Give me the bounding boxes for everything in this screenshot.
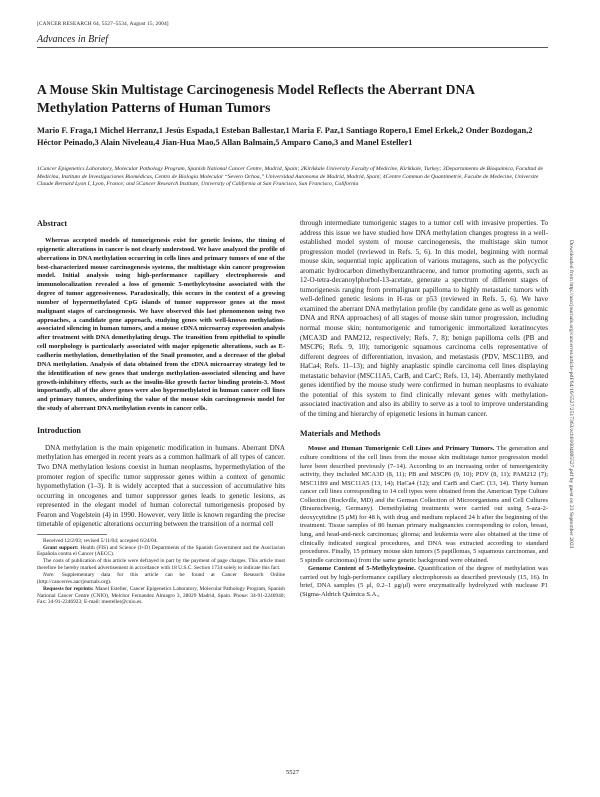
abstract-heading: Abstract: [37, 219, 68, 228]
footnote-costs: The costs of publication of this article were defrayed in part by the payment of page charges. This article must therefore be hereby marked advertisement in accordance with 18 U.S.C. Section 1734 solely to indicate this fact.: [37, 558, 285, 572]
grant-text: Health (FIS) and Science (I+D) Departments of the Spanish Government and the Asociacion Española contra el Cancer (AECC).: [37, 544, 285, 558]
methods-paragraph-2: [300, 565, 548, 599]
reprint-label: Requests for reprints:: [43, 585, 94, 592]
methods-text-1: The generation and culture conditions of the cell lines from the mouse skin multistage tumor progression model have been described previously (7–14). According to an increasing order of tumorigenicity activity, they included MCA3D (8, 11); PB and MSCP6 (9, 10); PDV (8, 11); PAM212 (7); MSC11B9 and MSC11A5 (13, 14); HaCa4 (12); and CarB and CarC (13, 14). Thirty human cancer cell lines corresponding to 14 cell types were obtained from the American Type Culture Collection (Rockville, MD) and the German Collection of Microorganisms and Cell Cultures (Braunschweig, Germany). Demethylating treatments were carried out using 5-aza-2-deoxycytidine (5 μM) for 48 h, with drug and medium replaced 24 h after the beginning of the treatment. Tissue samples of 86 human primary malignancies corresponding to colon, breast, lung, and head-and-neck carcinomas; glioma; and leukemia were also obtained at the time of clinically indicated surgical procedures, and DNA was extracted according to standard procedures. Finally, 15 primary mouse skin tumors (5 papillomas, 5 squamous carcinomas, and 5 spindle carcinomas) from the same genetic background were obtained.: [300, 445, 548, 564]
grant-label: Grant support:: [43, 544, 79, 551]
methods-subheading-2: Genome Content of 5-Methylcytosine.: [308, 565, 416, 573]
note-label: Note:: [43, 572, 55, 579]
article-title: A Mouse Skin Multistage Carcinogenesis Model Reflects the Aberrant DNA Methylation Patterns of Human Tumors: [37, 82, 475, 115]
author-list: Mario F. Fraga,1 Michel Herranz,1 Jesús Espada,1 Esteban Ballestar,1 Maria F. Paz,1 Santiago Ropero,1 Emel Erkek,2 Onder Bozdogan,2 Héctor Peinado,3 Alain Niveleau,4 Jian-Hua Mao,5 Allan Balmain,5 Amparo Cano,3 and Manel Esteller1: [37, 126, 533, 148]
footnote-note: [37, 572, 285, 586]
left-column: [37, 219, 285, 606]
introduction-continued: through intermediate tumorigenic stages to a tumor cell with invasive properties. To address this issue we have studied how DNA methylation changes progress in a well-established model system of mouse carcinogenesis, the multistage skin tumor progression model (reviewed in Refs. 5, 6). In this model, beginning with normal mouse skin, sequential topic application of various mutagens, such as the polycyclic aromatic hydrocarbon dimethylbenzanthracene, and tumor promoting agents, such as 12-O-tetra-decanoylphorbol-13-acetate, generate a spectrum of different stages of tumorigenesis ranging from premalignant papilloma to highly metastatic tumors with well-defined genetic lesions in H-ras or p53 (reviewed in Refs. 5, 6). We have examined the aberrant DNA methylation profile (by candidate gene as well as genomic DNA and RNA approaches) of all stages of mouse skin tumor progression, including normal mouse skin; nontumorigenic and tumorigenic immortalized keratinocytes (MCA3D and PAM212, respectively; Refs. 7, 8); benign papilloma cells (PB and MSCP6; Refs. 9, 10); tumorigenic squamous carcinoma cells representative of different degrees of differentiation, invasion, and metastasis (PDV, MSC11B9, and HaCa4; Refs. 11–13); and highly anaplastic spindle carcinoma cell lines displaying metastatic behavior (MSC11A5, CarB, and CarC; Refs. 13, 14). Aberrantly methylated genes identified by the mouse study were confirmed in human neoplasms to evaluate the potential of this system to find clinically relevant genes with methylation-associated inactivation and also its ability to serve as a tool to improve understanding of the timing and hierarchy of epigenetic lesions in human cancer.: [300, 219, 548, 418]
methods-paragraph-1: [300, 445, 548, 565]
abstract-text: Whereas accepted models of tumorigenesis exist for genetic lesions, the timing of epigenetic alterations in cancer is not clearly understood. We have analyzed the profile of aberrations in DNA methylation occurring in cells lines and primary tumors of one of the best-characterized mouse carcinogenesis systems, the multistage skin cancer progression model. Initial analysis using high-performance capillary electrophoresis and immunolocalization revealed a loss of genomic 5-methylcytosine associated with the degree of tumor aggressiveness. Paradoxically, this occurs in the context of a growing number of hypermethylated CpG islands of tumor suppressor genes at the most malignant stages of carcinogenesis. We have observed this last phenomenon using two approaches, a candidate gene approach, studying genes with well-known methylation-associated silencing in human tumors, and a mouse cDNA microarray expression analysis after treatment with DNA demethylating drugs. The transition from epithelial to spindle cell morphology is particularly associated with major epigenetic alterations, such as E-cadherin methylation, demethylation of the Snail promoter, and a decrease of the global DNA methylation. Analysis of data obtained from the cDNA microarray strategy led to the identification of new genes that undergo methylation-associated silencing and have growth-inhibitory effects, such as the insulin-like growth factor binding protein-3. Most importantly, all of the above genes were also hypermethylated in human cancer cell lines and primary tumors, underlining the value of the mouse skin carcinogenesis model for the study of aberrant DNA methylation events in cancer cells.: [37, 237, 285, 413]
methods-subheading-1: Mouse and Human Tumorigenic Cell Lines and Primary Tumors.: [308, 445, 495, 453]
affiliations: 1Cancer Epigenetics Laboratory, Molecular Pathology Program, Spanish National Cancer Centre, Madrid, Spain; 2Kirikkale University Faculty of Medicine, Kirikkale, Turkey; 3Departamento de Bioquímica, Facultad de Medicina, Instituto de Investigaciones Biomédicas, Centro de Biología Molecular “Severo Ochoa,” Universidad Autonoma de Madrid, Madrid, Spain; 4Centre Commun de Quantimetrie, Faculte de Medecine, Universite Claude Bernard Lyon I, Lyon, France; and 5Cancer Research Institute, University of California at San Francisco, San Francisco, California: [37, 166, 543, 188]
footnote-received: Received 12/2/03; revised 5/11/04; accepted 6/24/04.: [43, 537, 158, 544]
section-label: Advances in Brief: [37, 34, 109, 45]
methods-heading: Materials and Methods: [300, 429, 381, 439]
download-watermark: Downloaded from http://aacrjournals.org/cancerres/article-pdf/64/16/5527/2517363/zch01604005527.pdf by guest on 23 September 2023: [568, 240, 574, 549]
right-column: [300, 219, 548, 599]
note-text: Supplementary data for this article can be found at Cancer Research Online (http://cancerres.aacrjournals.org).: [37, 572, 285, 585]
page-number: 5527: [286, 769, 299, 776]
footnote-divider: [37, 534, 107, 535]
footnote-reprints: [37, 586, 285, 607]
header-divider: [37, 47, 548, 48]
reprint-text: Manel Esteller, Cancer Epigenetics Laboratory, Molecular Pathology Program, Spanish National Cancer Centre (CNIO), Melchor Fernandez Almagro 3, 28029 Madrid, Spain. Phone: 34-91-2246940; Fax: 34-91-2246923; E-mail: mesteller@cnio.es.: [37, 585, 285, 606]
introduction-text: DNA methylation is the main epigenetic modification in humans. Aberrant DNA methylation has emerged in recent years as a common hallmark of all types of cancer. Two DNA methylation lesions coexist in human neoplasms, hypermethylation of the promoter region of specific tumor suppressor genes within a context of genomic hypomethylation (1–3). It is widely accepted that a succession of accumulative hits occurring in oncogenes and tumor suppressor genes leads to genetic lesions, as represented in the elegant model of human colorectal tumorigenesis proposed by Fearon and Vogelstein (4) in 1990. However, very little is known regarding the precise timetable of epigenetic alterations occurring between the transition of a normal cell: [37, 443, 285, 529]
footnote-grant: [37, 545, 285, 559]
journal-header: [CANCER RESEARCH 64, 5527–5534, August 15, 2004]: [37, 21, 169, 27]
introduction-heading: Introduction: [37, 425, 81, 435]
methods-text-2: Quantification of the degree of methylation was carried out by high-performance capillary electrophoresis as described previously (15, 16). In brief, DNA samples (5 μl, 0.2–1 μg/μl) were enzymatically hydrolyzed with nuclease P1 (Sigma-Aldrich Química S.A.,: [300, 565, 548, 598]
